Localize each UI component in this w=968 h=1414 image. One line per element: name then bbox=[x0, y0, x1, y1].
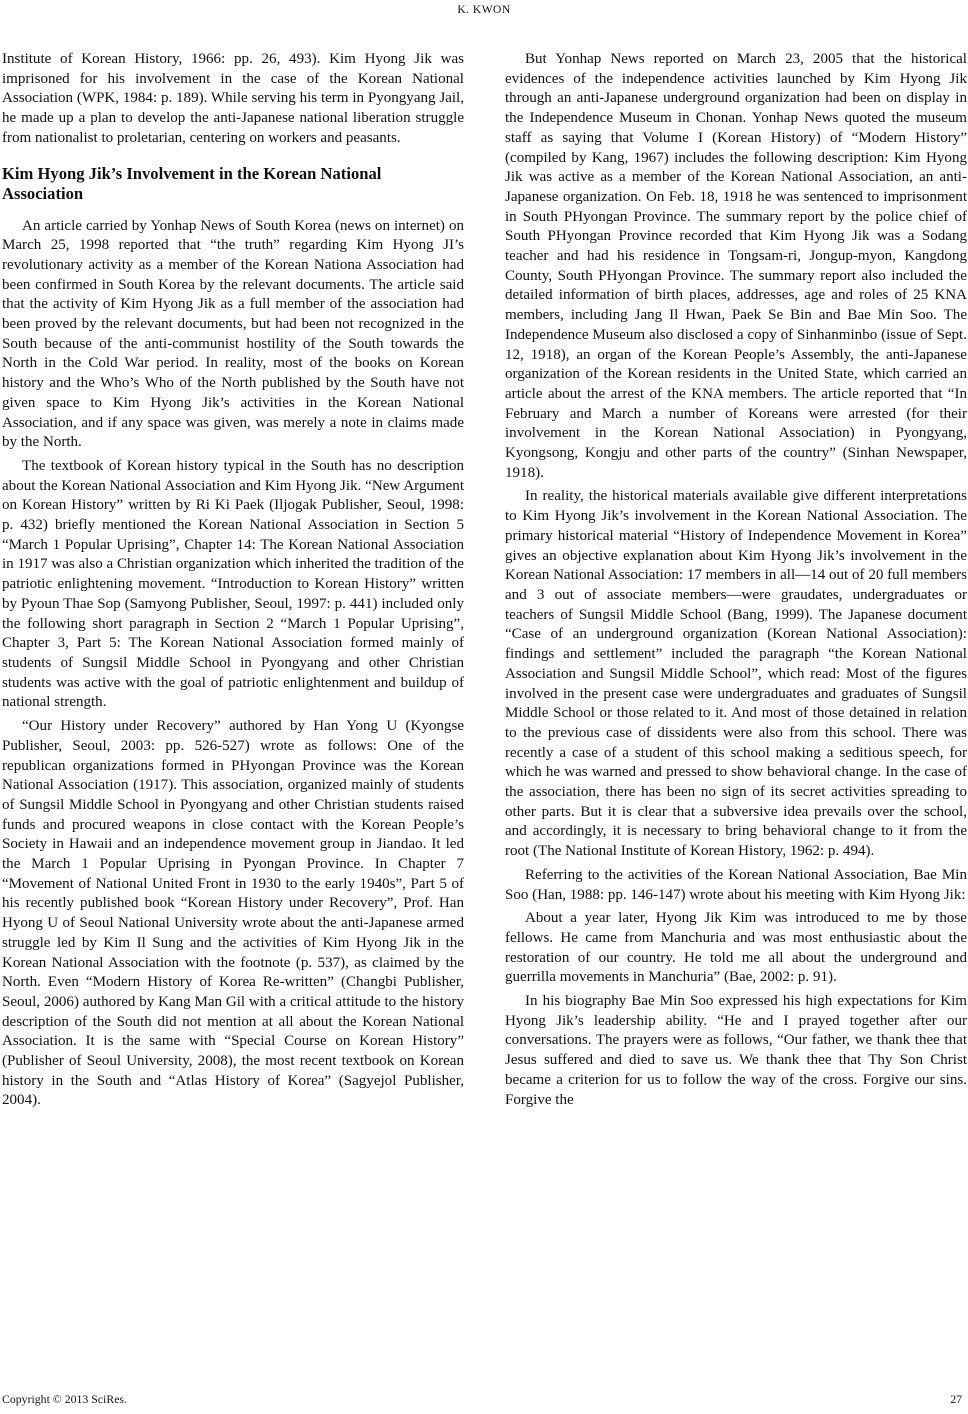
paragraph: The textbook of Korean history typical in the South has no description about the Korean National Association and Kim Hyong Jik. “New Argument on Korean History” written by Ri Ki Paek (Iljogak Publisher, Seoul, 1998: p. 432) briefly mentioned the Korean National Association in Section 5 “March 1 Popular Uprising”, Chapter 14: The Korean National Association in 1917 was also a Christian organization which inherited the tradition of the patriotic enlightening movement. “Introduction to Korean History” written by Pyoun Thae Sop (Samyong Publisher, Seoul, 1997: p. 441) included only the following short paragraph in Section 2 “March 1 Popular Uprising”, Chapter 3, Part 5: The Korean National Association formed mainly of students of Sungsil Middle School in Pyongyang and other Christian students was active with the goal of patriotic enlightenment and buildup of national strength. bbox=[2, 457, 464, 711]
left-column bbox=[2, 50, 464, 1115]
paragraph: An article carried by Yonhap News of South Korea (news on internet) on March 25, 1998 reported that “the truth” regarding Kim Hyong JI’s revolutionary activity as a member of the Korean Nationa Association had been confirmed in South Korea by the relevant documents. The article said that the activity of Kim Hyong Jik as a full member of the association had been proved by the relevant documents, but had been not recognized in the South because of the anti-communist hostility of the South towards the North in the Cold War period. In reality, most of the books on Korean history and the Who’s Who of the North published by the South have not given space to Kim Hyong Jik’s activities in the Korean National Association, and if any space was given, was merely a note in claims made by the North. bbox=[2, 217, 464, 451]
section-heading: Kim Hyong Jik’s Involvement in the Korean National Association bbox=[2, 163, 382, 203]
right-column bbox=[505, 50, 967, 1114]
paragraph: Referring to the activities of the Korean National Association, Bae Min Soo (Han, 1988: pp. 146-147) wrote about his meeting with Kim Hyong Jik: bbox=[505, 866, 967, 903]
block-quote: About a year later, Hyong Jik Kim was introduced to me by those fellows. He came from Manchuria and was most enthusiastic about the restoration of our country. He told me all about the underground and guerrilla movements in Manchuria” (Bae, 2002: p. 91). bbox=[505, 910, 967, 986]
paragraph: In his biography Bae Min Soo expressed his high expectations for Kim Hyong Jik’s leadership ability. “He and I prayed together after our conversations. The prayers were as follows, “Our father, we thank thee that Jesus suffered and died to save us. We thank thee that Thy Son Christ became a criterion for us to follow the way of the cross. Forgive our sins. Forgive the bbox=[505, 993, 967, 1108]
paragraph: In reality, the historical materials available give different interpretations to Kim Hyong Jik’s involvement in the Korean National Association. The primary historical material “History of Independence Movement in Korea” gives an objective explanation about Kim Hyong Jik’s involvement in the Korean National Association: 17 members in all—14 out of 20 full members and 3 out of associate members—were graudates, undergraduates or teachers of Sungsil Middle School (Bang, 1999). The Japanese document “Case of an underground organization (Korean National Association): findings and settlement” included the paragraph “the Korean National Association and Sungsil Middle School”, which read: Most of the figures involved in the present case were undergraduates and graduates of Sungsil Middle School or those related to it. And most of those detained in relation to the previous case of dissidents were also from this school. There was recently a case of a student of this school making a seditious speech, for which he was warned and pressed to show behavioral change. In the case of the association, there has been no sign of its secret activities spreading to other parts. But it is clear that a subversive idea prevails over the school, and accordingly, it is necessary to bring behavioral change to it from the root (The National Institute of Korean History, 1962: p. 494). bbox=[505, 488, 967, 860]
running-head: K. KWON bbox=[457, 4, 511, 16]
paragraph: Institute of Korean History, 1966: pp. 26, 493). Kim Hyong Jik was imprisoned for his involvement in the case of the Korean National Association (WPK, 1984: p. 189). While serving his term in Pyongyang Jail, he made up a plan to develop the anti-Japanese national liberation struggle from nationalist to proletarian, centering on workers and peasants. bbox=[2, 51, 464, 146]
copyright-notice: Copyright © 2013 SciRes. bbox=[2, 1392, 127, 1406]
paragraph: “Our History under Recovery” authored by Han Yong U (Kyongse Publisher, Seoul, 2003: pp. 526-527) wrote as follows: One of the republican organizations formed in PHyongan Province was the Korean National Association (1917). This association, organized mainly of students of Sungsil Middle School in Pyongyang and other Christian students raised funds and procured weapons in close contact with the Korean People’s Society in Hawaii and an independence movement group in Jiandao. It led the March 1 Popular Uprising in Pyongan Province. In Chapter 7 “Movement of National United Front in 1930 to the early 1940s”, Part 5 of his recently published book “Korean History under Recovery”, Prof. Han Hyong U of Seoul National University wrote about the anti-Japanese armed struggle led by Kim Il Sung and the activities of Kim Hyong Jik in the Korean National Association with the footnote (p. 537), as claimed by the North. Even “Modern History of Korea Re-written” (Changbi Publisher, Seoul, 2006) authored by Kang Man Gil with a critical attitude to the history description of the South did not mention at all about the Korean National Association. It is the same with “Special Course on Korean History” (Publisher of Seoul University, 2008), the most recent textbook on Korean history in the South and “Atlas History of Korea” (Sagyejol Publisher, 2004). bbox=[2, 718, 464, 1109]
page-number: 27 bbox=[950, 1392, 962, 1406]
paragraph: But Yonhap News reported on March 23, 2005 that the historical evidences of the independence activities launched by Kim Hyong Jik through an anti-Japanese underground organization had been on display in the Independence Museum in Chonan. Yonhap News quoted the museum staff as saying that Volume I (Korean History) of “Modern History” (compiled by Kang, 1967) includes the following description: Kim Hyong Jik was active as a member of the Korean National Association, an anti-Japanese organization. On Feb. 18, 1918 he was sentenced to imprisonment in South PHyongan Province. The summary report by the police chief of South PHyongan Province recorded that Kim Hyong Jik was a Sodang teacher and had his residence in Tongsam-ri, Jongup-myon, Kangdong County, South PHyongan Province. The summary report also included the detailed information of birth places, addresses, age and roles of 25 KNA members, including Jang Il Hwan, Paek Se Bin and Bae Min Soo. The Independence Museum also disclosed a copy of Sinhanminbo (issue of Sept. 12, 1918), an organ of the Korean People’s Assembly, the anti-Japanese organization of the Korean residents in the United State, which carried an article about the arrest of the KNA members. The article reported that “In February and March a number of Koreans were arrested (for their involvement in the Korean National Association) in Pyongyang, Kyongsong, Kongju and other parts of the country” (Sinhan Newspaper, 1918). bbox=[505, 51, 967, 481]
